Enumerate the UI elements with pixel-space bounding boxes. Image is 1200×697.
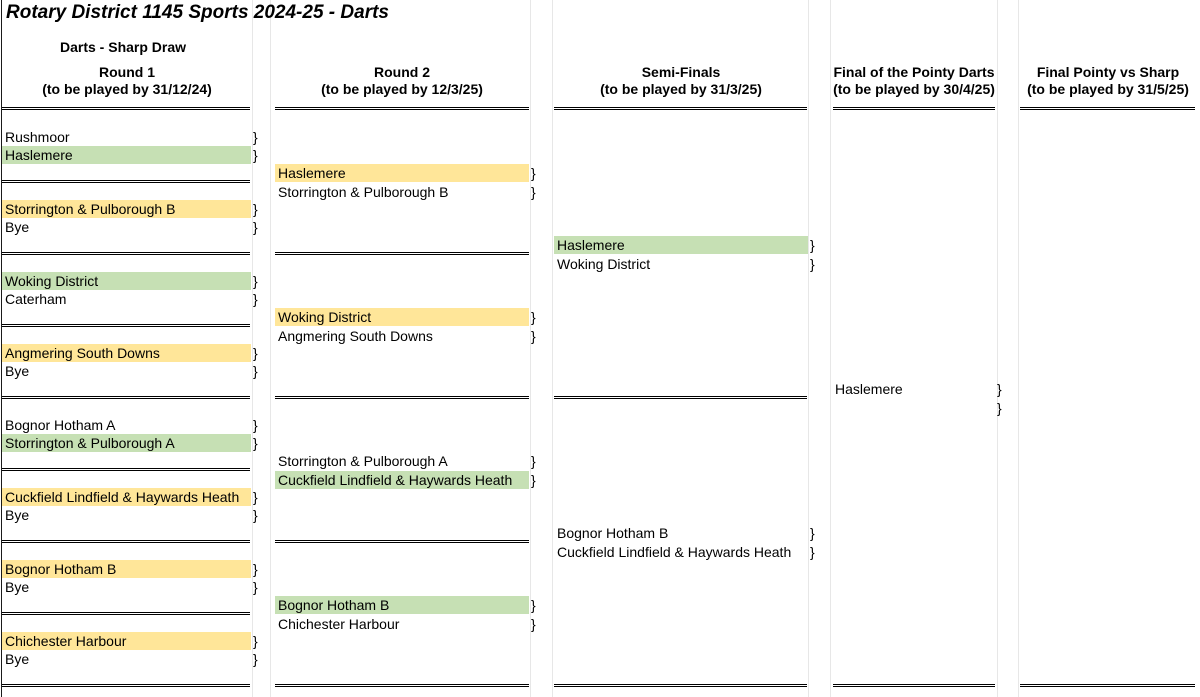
round2-team[interactable]: Chichester Harbour xyxy=(278,616,400,632)
round1-team[interactable]: Angmering South Downs xyxy=(2,344,251,362)
round2-team[interactable]: Cuckfield Lindfield & Haywards Heath xyxy=(275,471,529,489)
semis-team[interactable]: Haslemere xyxy=(554,236,808,254)
round1-brace: } xyxy=(253,507,258,523)
round1-brace: } xyxy=(253,651,258,667)
semis-brace: } xyxy=(810,544,815,560)
match-divider xyxy=(2,324,250,327)
round1-brace: } xyxy=(253,435,258,451)
match-divider xyxy=(2,612,250,615)
round1-team[interactable]: Bye xyxy=(5,579,30,595)
match-divider xyxy=(2,396,250,399)
match-divider xyxy=(275,396,529,399)
final-pvs-header xyxy=(1018,64,1198,98)
match-divider xyxy=(2,468,250,471)
round2-date: (to be played by 12/3/25) xyxy=(321,81,483,97)
round1-team[interactable]: Bye xyxy=(5,219,30,235)
round2-brace: } xyxy=(531,184,536,200)
round1-team[interactable]: Chichester Harbour xyxy=(2,632,251,650)
header-divider xyxy=(2,107,250,110)
final-pvs-date: (to be played by 31/5/25) xyxy=(1027,81,1189,97)
header-divider xyxy=(1020,107,1195,110)
final-brace: } xyxy=(997,400,1002,416)
round1-team[interactable]: Storrington & Pulborough A xyxy=(2,434,251,452)
match-divider xyxy=(275,684,529,687)
round1-header xyxy=(2,64,252,98)
final-team-2[interactable] xyxy=(832,399,992,417)
header-divider xyxy=(275,107,529,110)
match-divider xyxy=(2,540,250,543)
semis-date: (to be played by 31/3/25) xyxy=(600,81,762,97)
grid-line xyxy=(808,0,809,697)
round1-brace: } xyxy=(253,363,258,379)
round1-team[interactable]: Cuckfield Lindfield & Haywards Heath xyxy=(2,488,251,506)
match-divider xyxy=(2,180,250,183)
round1-brace: } xyxy=(253,633,258,649)
round1-team[interactable]: Bye xyxy=(5,363,30,379)
semis-name: Semi-Finals xyxy=(641,64,721,80)
round2-brace: } xyxy=(531,616,536,632)
round1-team[interactable]: Storrington & Pulborough B xyxy=(2,200,251,218)
semis-brace: } xyxy=(810,525,815,541)
header-divider xyxy=(554,107,807,110)
round1-brace: } xyxy=(253,273,258,289)
round2-brace: } xyxy=(531,472,536,488)
semis-header xyxy=(553,64,809,98)
round1-team[interactable]: Haslemere xyxy=(2,146,251,164)
match-divider xyxy=(2,252,250,255)
round1-team[interactable]: Bognor Hotham B xyxy=(2,560,251,578)
semis-team[interactable]: Cuckfield Lindfield & Haywards Heath xyxy=(557,544,792,560)
grid-line xyxy=(997,0,998,697)
semis-team[interactable]: Woking District xyxy=(557,256,651,272)
round2-team[interactable]: Woking District xyxy=(275,308,529,326)
sheet-title: Rotary District 1145 Sports 2024-25 - Darts xyxy=(6,2,389,23)
round1-brace: } xyxy=(253,561,258,577)
round2-brace: } xyxy=(531,328,536,344)
round2-name: Round 2 xyxy=(374,64,430,80)
grid-line xyxy=(270,0,271,697)
final-pointy-date: (to be played by 30/4/25) xyxy=(833,81,995,97)
round1-brace: } xyxy=(253,579,258,595)
round1-team[interactable]: Rushmoor xyxy=(5,129,70,145)
final-pointy-header xyxy=(828,64,1000,98)
round1-date: (to be played by 31/12/24) xyxy=(42,81,212,97)
match-divider xyxy=(2,684,250,687)
round1-brace: } xyxy=(253,291,258,307)
semis-brace: } xyxy=(810,256,815,272)
round1-brace: } xyxy=(253,201,258,217)
round2-team[interactable]: Storrington & Pulborough B xyxy=(278,184,449,200)
grid-line xyxy=(830,0,831,697)
round2-team[interactable]: Angmering South Downs xyxy=(278,328,433,344)
round1-brace: } xyxy=(253,489,258,505)
final-pointy-name: Final of the Pointy Darts xyxy=(833,64,995,80)
grid-line xyxy=(1018,0,1019,697)
round1-team[interactable]: Bognor Hotham A xyxy=(5,417,116,433)
match-divider xyxy=(275,252,529,255)
grid-line xyxy=(530,0,531,697)
round1-team[interactable]: Bye xyxy=(5,507,30,523)
round1-brace: } xyxy=(253,345,258,361)
round1-brace: } xyxy=(253,129,258,145)
round2-header xyxy=(274,64,530,98)
round2-brace: } xyxy=(531,453,536,469)
final-team-1[interactable]: Haslemere xyxy=(835,381,903,397)
round1-team[interactable]: Woking District xyxy=(2,272,251,290)
round2-team[interactable]: Haslemere xyxy=(275,164,529,182)
round2-team[interactable]: Storrington & Pulborough A xyxy=(278,453,448,469)
final-brace: } xyxy=(997,381,1002,397)
round1-brace: } xyxy=(253,219,258,235)
grid-line xyxy=(552,0,553,697)
match-divider xyxy=(275,540,529,543)
round1-brace: } xyxy=(253,417,258,433)
final-pvs-name: Final Pointy vs Sharp xyxy=(1036,64,1180,80)
draw-subtitle: Darts - Sharp Draw xyxy=(60,39,187,55)
match-divider xyxy=(833,684,995,687)
match-divider xyxy=(554,684,807,687)
round2-brace: } xyxy=(531,309,536,325)
semis-team[interactable]: Bognor Hotham B xyxy=(557,525,669,541)
header-divider xyxy=(833,107,995,110)
round2-brace: } xyxy=(531,165,536,181)
round2-brace: } xyxy=(531,597,536,613)
match-divider xyxy=(554,396,807,399)
round1-team[interactable]: Caterham xyxy=(5,291,67,307)
match-divider xyxy=(1020,684,1195,687)
round2-team[interactable]: Bognor Hotham B xyxy=(275,596,529,614)
semis-brace: } xyxy=(810,237,815,253)
round1-team[interactable]: Bye xyxy=(5,651,30,667)
round1-brace: } xyxy=(253,147,258,163)
round1-name: Round 1 xyxy=(99,64,155,80)
